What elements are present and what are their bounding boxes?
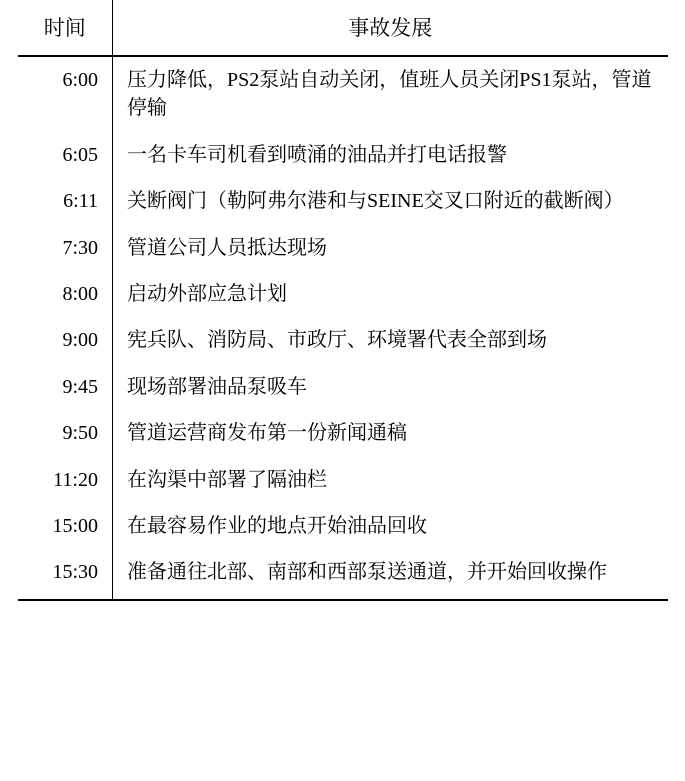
cell-event: 关断阀门（勒阿弗尔港和与SEINE交叉口附近的截断阀） — [127, 190, 624, 213]
table-row — [18, 410, 668, 456]
cell-event: 宪兵队、消防局、市政厅、环境署代表全部到场 — [127, 329, 547, 352]
cell-time: 7:30 — [18, 225, 113, 271]
cell-time: 9:50 — [18, 410, 113, 456]
cell-event: 在沟渠中部署了隔油栏 — [127, 468, 327, 491]
cell-time: 8:00 — [18, 271, 113, 317]
cell-event: 现场部署油品泵吸车 — [127, 375, 307, 398]
cell-event: 启动外部应急计划 — [127, 282, 287, 305]
table-row — [18, 132, 668, 178]
table-row — [18, 549, 668, 598]
cell-time: 6:05 — [18, 132, 113, 178]
cell-time: 15:00 — [18, 503, 113, 549]
table-header-row — [18, 0, 668, 56]
table-row — [18, 317, 668, 363]
table-row — [18, 503, 668, 549]
cell-time: 9:45 — [18, 364, 113, 410]
cell-event: 管道公司人员抵达现场 — [127, 236, 327, 259]
cell-event: 压力降低，PS2泵站自动关闭，值班人员关闭PS1泵站，管道停输 — [127, 69, 652, 120]
table-row — [18, 56, 668, 132]
cell-event: 准备通往北部、南部和西部泵送通道，并开始回收操作 — [127, 561, 607, 584]
cell-event: 一名卡车司机看到喷涌的油品并打电话报警 — [127, 143, 507, 166]
table-row — [18, 271, 668, 317]
cell-event: 管道运营商发布第一份新闻通稿 — [127, 422, 407, 445]
cell-event: 在最容易作业的地点开始油品回收 — [127, 514, 427, 537]
table-row — [18, 364, 668, 410]
table-row — [18, 225, 668, 271]
cell-time: 11:20 — [18, 457, 113, 503]
table-bottom-rule — [18, 599, 668, 601]
cell-time: 15:30 — [18, 549, 113, 598]
table-row — [18, 178, 668, 224]
table-header — [18, 0, 668, 56]
cell-time: 6:00 — [18, 56, 113, 132]
column-header-event: 事故发展 — [113, 0, 668, 56]
cell-time: 6:11 — [18, 178, 113, 224]
table-body — [18, 56, 668, 599]
column-header-time: 时间 — [18, 0, 113, 56]
incident-timeline-table — [18, 0, 668, 599]
table-row — [18, 457, 668, 503]
cell-time: 9:00 — [18, 317, 113, 363]
